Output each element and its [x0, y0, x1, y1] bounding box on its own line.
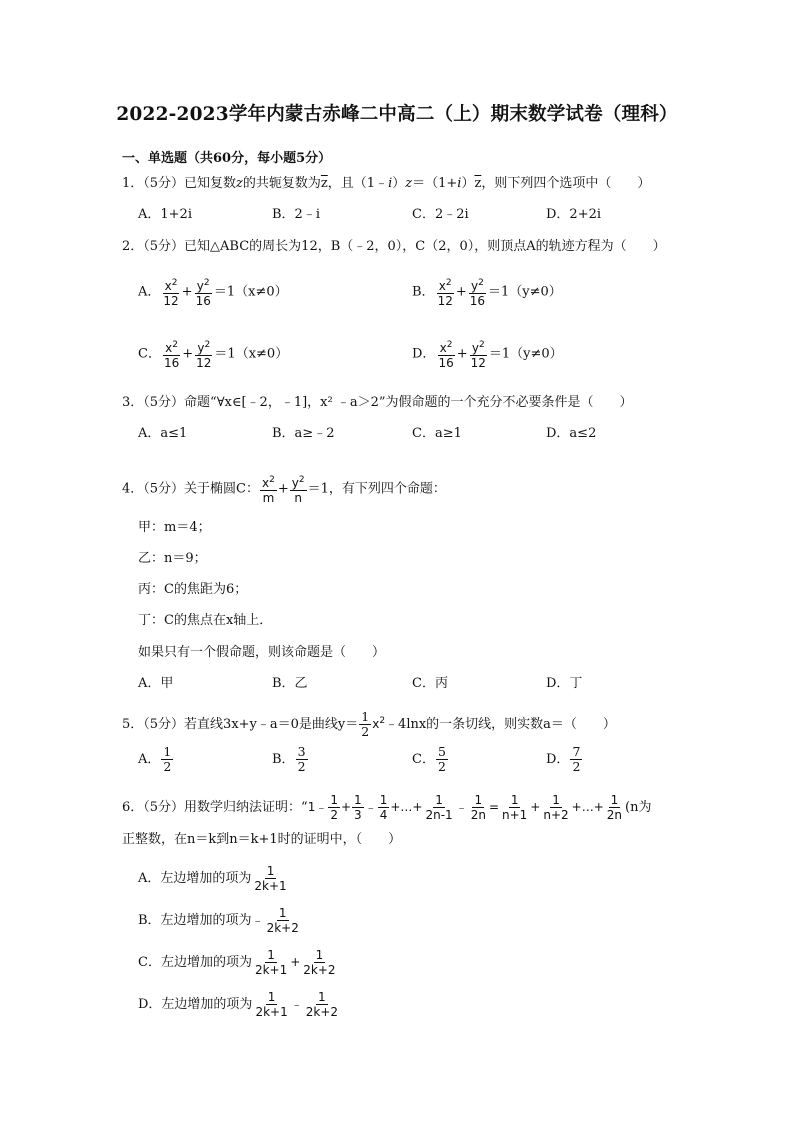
q4-statement-3: 丙：C的焦距为6； [138, 582, 248, 597]
q1-option-b: B．2﹣i [272, 207, 320, 222]
q3-option-c: C．a≥1 [412, 426, 462, 441]
exam-title: 2022-2023学年内蒙古赤峰二中高二（上）期末数学试卷（理科） [116, 104, 678, 125]
question-1-stem: 1．（5分）已知复数z的共轭复数为$\overline{z}$，且$(1﹣i)z=(1+i)\overline{z}$，则下列四个选项中（ ） [122, 176, 651, 191]
q6-option-a: A．左边增加的项为 $\frac{1}{2k+1}$ [138, 864, 287, 893]
q5-option-c: C． $\frac{5}{2}$ [412, 744, 446, 774]
q4-option-a: A．甲 [138, 676, 174, 691]
question-4-stem: 4．（5分）关于椭圆C： $\frac{x^2}{m}$ + $\frac{y^2}{n}$ ＝1，有下列四个命题： [122, 475, 446, 505]
question-2-stem: 2．（5分）已知△ABC的周长为12，B（﹣2，0），C（2，0），则顶点A的轨迹方程为（ ） [122, 239, 666, 254]
q4-option-d: D．丁 [546, 676, 583, 691]
q4-option-b: B．乙 [272, 676, 308, 691]
q5-option-b: B． $\frac{3}{2}$ [272, 744, 306, 774]
q1-option-a: A．1+2i [138, 207, 192, 222]
q6-option-c: C．左边增加的项为 $\frac{1}{2k+1}$ + $\frac{1}{2k+2}$ [138, 948, 336, 977]
q6-option-d: D．左边增加的项为 $\frac{1}{2k+1}$ ﹣ $\frac{1}{2k+2}$ [138, 990, 339, 1019]
q5-option-d: D． $\frac{7}{2}$ [546, 744, 581, 774]
q4-statement-4: 丁：C的焦点在x轴上． [138, 613, 273, 628]
q3-option-b: B．a≥﹣2 [272, 426, 335, 441]
q2-option-d: D． $\frac{x^2}{16}$ + $\frac{y^2}{12}$ ＝1（y≠0） [412, 340, 563, 370]
question-3-stem: 3．（5分）命题“∀x∈[﹣2，﹣1]，x² ﹣a＞2”为假命题的一个充分不必要条件是（ ） [122, 395, 633, 410]
q2-option-a: A． $\frac{x^2}{12}$ + $\frac{y^2}{16}$ ＝1（x≠0） [138, 278, 288, 308]
question-6-stem-cont: 正整数，在n＝k到n＝k+1时的证明中，（ ） [122, 832, 402, 847]
q4-option-c: C．丙 [412, 676, 448, 691]
question-6-stem: 6．（5分）用数学归纳法证明：“1﹣ $\frac{1}{2}$ + $\frac{1}{3}$ ﹣ $\frac{1}{4}$ +…+ $\frac{1}{2n-1}$ ﹣ $\frac{1}{2n}$ = $\frac{1}{n+1}$ + $\frac{1}{n+2}$ +…+ $\frac{1}{2n}$ (n为 [122, 793, 652, 822]
q5-option-a: A． $\frac{1}{2}$ [138, 744, 172, 774]
q3-option-d: D．a≤2 [546, 426, 597, 441]
q1-option-d: D．2+2i [546, 207, 602, 222]
q1-option-c: C．2﹣2i [412, 207, 469, 222]
q4-statement-1: 甲：m＝4； [138, 520, 211, 535]
q6-option-b: B．左边增加的项为﹣ $\frac{1}{2k+2}$ [138, 906, 299, 935]
q4-statement-2: 乙：n＝9； [138, 551, 207, 566]
q2-option-b: B． $\frac{x^2}{12}$ + $\frac{y^2}{16}$ ＝1（y≠0） [412, 278, 562, 308]
q3-option-a: A．a≤1 [138, 426, 188, 441]
section-heading: 一、单选题（共60分，每小题5分） [122, 151, 332, 166]
q4-ask: 如果只有一个假命题，则该命题是（ ） [138, 645, 386, 660]
q2-option-c: C． $\frac{x^2}{16}$ + $\frac{y^2}{12}$ ＝1（x≠0） [138, 340, 289, 370]
question-5-stem: 5．（5分）若直线3x+y﹣a＝0是曲线y＝ $\frac{1}{2}$ $x^2﹣4\ln x$的一条切线，则实数a＝（ ） [122, 709, 616, 739]
